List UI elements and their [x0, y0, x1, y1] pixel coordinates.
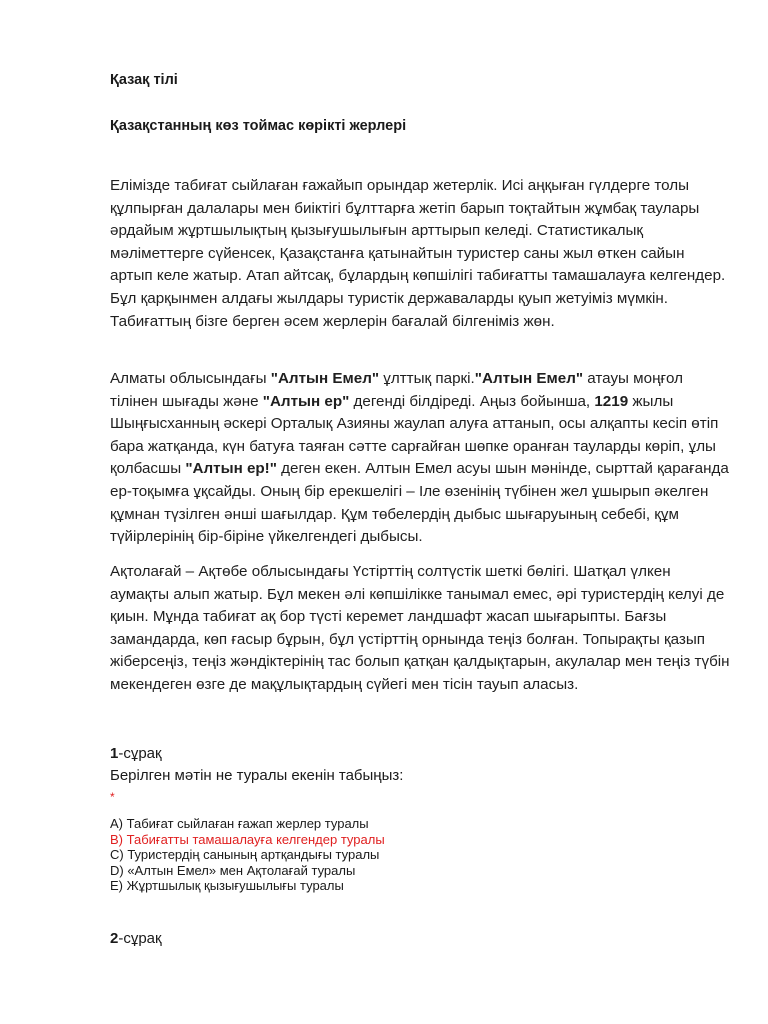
- subject-heading: Қазақ тілі: [110, 72, 178, 88]
- text-title: Қазақстанның көз тоймас көрікті жерлері: [110, 118, 407, 134]
- question-2-heading: 2-сұрақ: [110, 930, 162, 947]
- option-d[interactable]: D) «Алтын Емел» мен Ақтолағай туралы: [110, 862, 356, 878]
- paragraph-altyn-emel: Алматы облысындағы "Алтын Емел" ұлттық паркі."Алтын Емел" атауы моңғол тілінен шығады және "Алтын ер" дегенді білдіреді. Аңыз бойынша, 1219 жылы Шыңғысханның әскері Орталық Азияны жаулап алуға аттанып, осы алқапты кесіп өтіп бара жатқанда, күн батуға таяған сәтте сарғайған шөпке оранған тауларды көріп, ұлы қолбасшы "Алтын ер!" деген екен. Алтын Емел асуы шын мәнінде, сырттай қарағанда ер-тоқымға ұқсайды. Оның бір ерекшелігі – Іле өзенінің түбінен жел ұшырып әкелген құмнан түзілген әнші шағылдар. Құм төбелердің дыбыс шығаруының себебі, құм түйірлерінің бір-біріне үйкелгендегі дыбысы.: [110, 370, 729, 546]
- required-marker: *: [110, 790, 115, 804]
- paragraph-intro: Елімізде табиғат сыйлаған ғажайып орындар жетерлік. Исі аңқыған гүлдерге толы құлпырған далалары мен биіктігі бұлттарға жетіп барып тоқтайтын жұмбақ таулары әрдайым жұртшылықтың қызығушылығын арттырып келеді. Статистикалық мәліметтерге сүйенсек, Қазақстанға қатынайтын туристер саны жыл өткен сайын артып келе жатыр. Атап айтсақ, бұлардың көпшілігі табиғатты тамашалауға келгендер. Бұл қарқынмен алдағы жылдары туристік державаларды қуып жетуіміз мүмкін. Табиғаттың бізге берген әсем жерлерін бағалай білгеніміз жөн.: [110, 177, 726, 330]
- question-1-heading: 1-сұрақ: [110, 745, 162, 762]
- option-e[interactable]: E) Жұртшылық қызығушылығы туралы: [110, 878, 344, 893]
- option-b-selected[interactable]: B) Табиғатты тамашалауға келгендер туралы: [110, 831, 385, 847]
- question-1-options: [110, 816, 385, 894]
- question-1-text: Берілген мәтін не туралы екенін табыңыз:: [110, 767, 404, 784]
- option-c[interactable]: C) Туристердің санының артқандығы туралы: [110, 847, 380, 862]
- option-a[interactable]: A) Табиғат сыйлаған ғажап жерлер туралы: [110, 816, 369, 831]
- paragraph-aktolagay: Ақтолағай – Ақтөбе облысындағы Үстірттің солтүстік шеткі бөлігі. Шатқал үлкен аумақты алып жатыр. Бұл мекен әлі көпшілікке танымал емес, әрі туристердің келуі де қиын. Мұнда табиғат ақ бор түсті керемет ландшафт жасап шығарыпты. Бағзы замандарда, көп ғасыр бұрын, бұл үстірттің орнында теңіз болған. Топырақты қазып жіберсеңіз, теңіз жәндіктерінің тас болып қатқан қалдықтарын, акулалар мен теңіз түбін мекендеген өзге де мақұлықтардың сүйегі мен тісін тауып аласыз.: [110, 563, 730, 693]
